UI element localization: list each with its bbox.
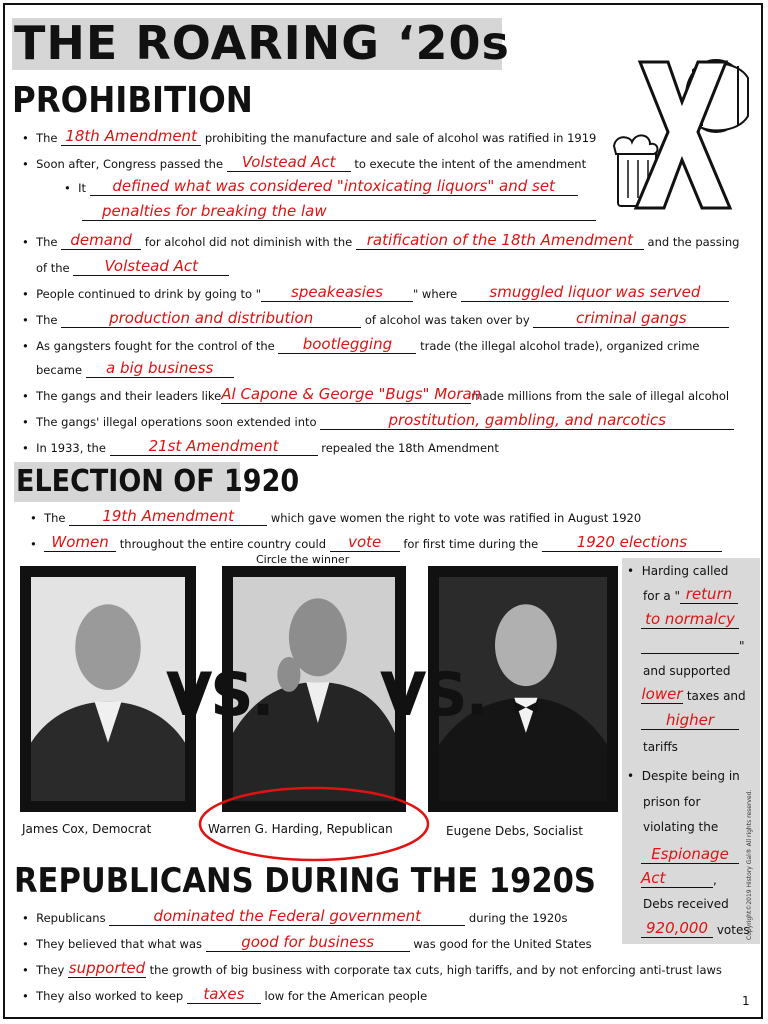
sidebar-text: 920,000 votes xyxy=(641,922,750,938)
list-item: • Soon after, Congress passed the Volstead Act to execute the intent of the amendment xyxy=(22,153,587,171)
caption-eugene-debs: Eugene Debs, Socialist xyxy=(446,824,583,838)
list-item: • The production and distribution of alcohol was taken over by criminal gangs xyxy=(22,312,729,328)
sidebar-text: tariffs xyxy=(643,740,678,754)
page-number: 1 xyxy=(742,994,750,1008)
copyright-notice: Copyright©2019 History Gal® All rights reserved. xyxy=(746,789,753,940)
list-item: • The 19th Amendment which gave women the right to vote was ratified in August 1920 xyxy=(30,507,642,525)
list-item: • As gangsters fought for the control of the bootlegging trade (the illegal alcohol trade), organized crime xyxy=(22,335,700,353)
vs-label-1: VS. xyxy=(166,660,273,730)
sidebar-text: and supported xyxy=(643,664,731,678)
sidebar-text: to normalcy xyxy=(641,613,739,629)
list-item: became a big business xyxy=(36,362,234,378)
section-heading-election: ELECTION OF 1920 xyxy=(16,464,300,499)
list-item: • The gangs and their leaders like Al Capone & George "Bugs" Moran made millions from the sale of illegal alcohol xyxy=(22,385,730,403)
sidebar-text: Debs received xyxy=(643,897,729,911)
section-heading-prohibition: PROHIBITION xyxy=(12,80,253,121)
section-heading-republicans: REPUBLICANS DURING THE 1920S xyxy=(14,861,596,901)
list-item: • It defined what was considered "intoxicating liquors" and set xyxy=(64,180,578,196)
list-item: • They also worked to keep taxes low for the American people xyxy=(22,985,428,1003)
sidebar-text: prison for xyxy=(643,795,701,809)
list-item: • People continued to drink by going to " speakeasies " where smuggled liquor was served xyxy=(22,286,729,302)
sidebar-text: Act , xyxy=(641,869,717,887)
sidebar-text: lower taxes and xyxy=(641,685,746,703)
sidebar-text: violating the xyxy=(643,820,719,834)
list-item: • Republicans dominated the Federal government during the 1920s xyxy=(22,907,568,925)
caption-warren-harding: Warren G. Harding, Republican xyxy=(208,822,393,836)
list-item: • The gangs' illegal operations soon extended into prostitution, gambling, and narcotics xyxy=(22,414,734,430)
winner-circle xyxy=(196,784,432,864)
page-title: THE ROARING ‘20s xyxy=(14,16,510,70)
circle-winner-label: Circle the winner xyxy=(256,553,350,566)
list-item: • They supported the growth of big business with corporate tax cuts, high tariffs, and by not enforcing anti-trust laws xyxy=(22,959,722,977)
sidebar-text: higher xyxy=(641,714,739,730)
sidebar-text: • Harding called xyxy=(627,564,729,578)
prohibition-beer-barrel-icon xyxy=(598,56,758,216)
list-item: • Women throughout the entire country could vote for first time during the 1920 elections xyxy=(30,536,722,552)
list-item: of the Volstead Act xyxy=(36,260,229,276)
sidebar-text: " xyxy=(641,638,745,654)
sidebar-text: Espionage xyxy=(641,848,739,864)
list-item: • The demand for alcohol did not diminish with the ratification of the 18th Amendment and the passing xyxy=(22,231,740,249)
sidebar-text: • Despite being in xyxy=(627,769,740,783)
vs-label-2: VS. xyxy=(380,660,487,730)
list-item: penalties for breaking the law xyxy=(82,205,596,221)
list-item: • The 18th Amendment prohibiting the manufacture and sale of alcohol was ratified in 1919 xyxy=(22,127,597,145)
list-item: • They believed that what was good for business was good for the United States xyxy=(22,933,592,951)
caption-james-cox: James Cox, Democrat xyxy=(22,822,152,836)
sidebar-text: for a " return xyxy=(643,588,738,604)
list-item: • In 1933, the 21st Amendment repealed the 18th Amendment xyxy=(22,437,499,455)
